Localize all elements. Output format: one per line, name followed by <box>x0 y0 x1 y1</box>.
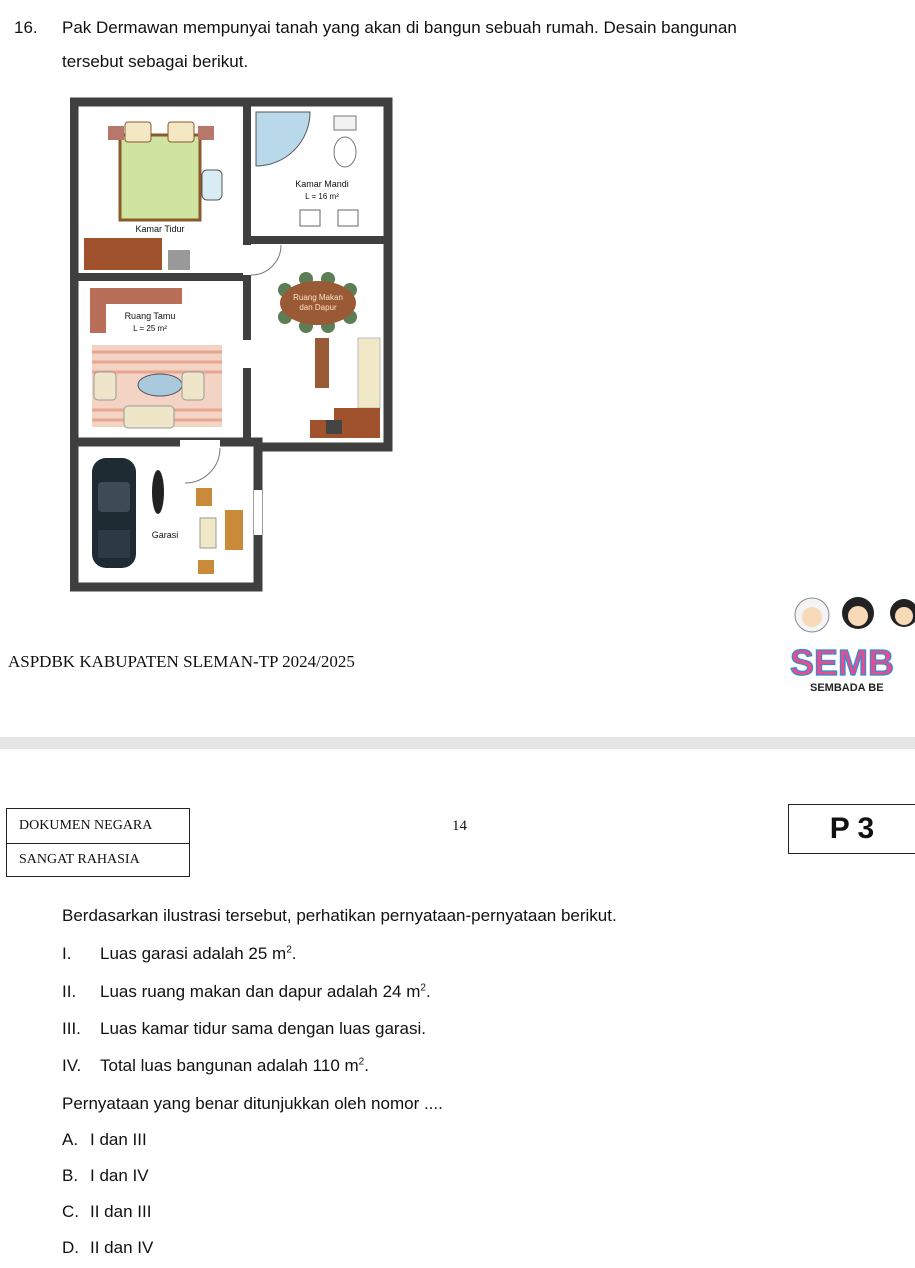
statement-4 <box>62 1056 369 1076</box>
motorcycle <box>152 470 164 514</box>
exam-name: ASPDBK KABUPATEN SLEMAN-TP 2024/2025 <box>8 652 355 671</box>
statement-sup: 2 <box>420 982 426 994</box>
statement-end: . <box>291 944 297 963</box>
question-line-2: tersebut sebagai berikut. <box>62 52 249 71</box>
living-label: Ruang Tamu <box>124 311 176 321</box>
option-letter: C. <box>62 1202 79 1221</box>
statement-number: I. <box>62 944 72 963</box>
dining-label-2: dan Dapur <box>299 303 337 312</box>
dining-label-1: Ruang Makan <box>293 293 343 302</box>
statement-number: III. <box>62 1019 81 1038</box>
statement-text: Total luas bangunan adalah 110 m <box>100 1056 359 1075</box>
paket-label: P 3 <box>829 812 875 845</box>
statement-3 <box>62 1019 426 1039</box>
statement-1 <box>62 944 296 964</box>
logo-subtext: SEMBADA BE <box>810 682 884 694</box>
kitchen-island <box>315 338 329 388</box>
secret-label-box <box>6 843 190 877</box>
prompt-text: Pernyataan yang benar ditunjukkan oleh nomor .... <box>62 1094 443 1113</box>
logo-text: SEMB <box>790 642 895 683</box>
question-line-1: Pak Dermawan mempunyai tanah yang akan di bangun sebuah rumah. Desain bangunan <box>62 18 737 37</box>
option-text: I dan III <box>90 1130 147 1149</box>
option-letter: B. <box>62 1166 79 1185</box>
option-letter: A. <box>62 1130 79 1149</box>
statement-end: . <box>364 1056 369 1075</box>
statement-end: . <box>425 982 431 1001</box>
bedroom-label: Kamar Tidur <box>135 224 185 234</box>
doc-label: DOKUMEN NEGARA <box>19 818 153 833</box>
doc-label-box <box>6 808 190 844</box>
option-a[interactable] <box>62 1130 147 1150</box>
option-text: II dan III <box>90 1202 152 1221</box>
paket-box <box>788 804 915 854</box>
bed <box>120 135 200 220</box>
wardrobe <box>84 238 162 270</box>
statement-number: IV. <box>62 1056 82 1075</box>
statement-sup: 2 <box>286 944 292 956</box>
statement-text: Luas kamar tidur sama dengan luas garasi. <box>100 1019 427 1038</box>
statement-text: Luas garasi adalah 25 m <box>100 944 287 963</box>
page-number: 14 <box>452 818 467 834</box>
statement-text: Luas ruang makan dan dapur adalah 24 m <box>100 982 421 1001</box>
floor-plan <box>70 90 400 595</box>
option-letter: D. <box>62 1238 79 1257</box>
sembada-logo <box>770 585 915 695</box>
option-text: I dan IV <box>90 1166 149 1185</box>
option-c[interactable] <box>62 1202 151 1222</box>
statement-number: II. <box>62 982 77 1001</box>
question-number: 16. <box>14 18 38 37</box>
living-area: L = 25 m² <box>133 324 167 333</box>
option-d[interactable] <box>62 1238 153 1258</box>
option-b[interactable] <box>62 1166 149 1186</box>
option-text: II dan IV <box>90 1238 154 1257</box>
page-divider <box>0 737 915 749</box>
statement-2 <box>62 982 431 1002</box>
bathroom-label: Kamar Mandi <box>295 179 349 189</box>
garage-label: Garasi <box>151 530 179 540</box>
intro-text: Berdasarkan ilustrasi tersebut, perhatikan pernyataan-pernyataan berikut. <box>62 906 617 925</box>
coffee-table <box>138 374 182 396</box>
statement-sup: 2 <box>358 1056 365 1068</box>
secret-label: SANGAT RAHASIA <box>19 852 140 867</box>
bathroom-area: L = 16 m² <box>305 192 339 201</box>
